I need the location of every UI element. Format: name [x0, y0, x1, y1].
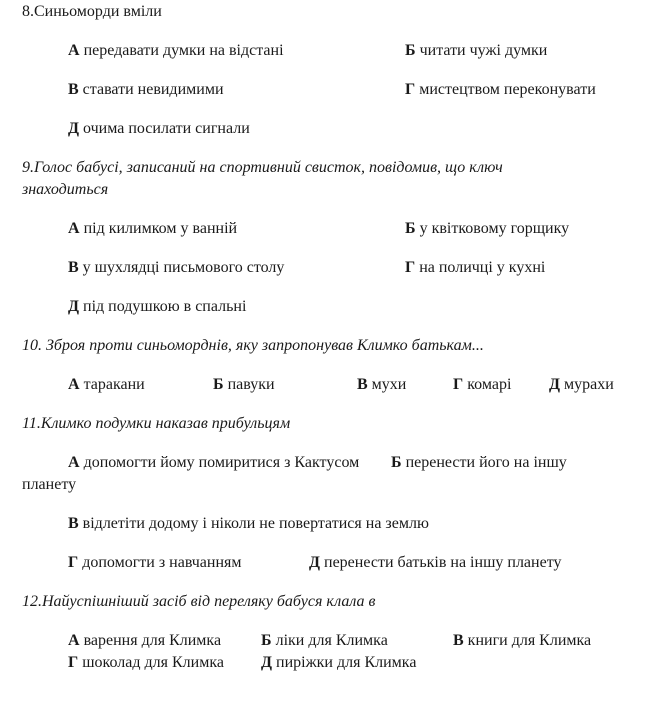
option-text: у шухлядці письмового столу: [78, 259, 285, 276]
option-letter: Д: [549, 376, 561, 393]
q12-option-a: [68, 631, 221, 651]
option-text: під килимком у ванній: [79, 220, 238, 237]
option-text: під подушкою в спальні: [79, 298, 247, 315]
q12-option-v: [453, 631, 591, 651]
option-text: допомогти з навчанням: [78, 554, 242, 571]
q12-option-g: [68, 653, 224, 673]
option-letter: Г: [453, 376, 464, 393]
option-text: у квітковому горщику: [415, 220, 570, 237]
option-letter: В: [68, 259, 79, 276]
option-letter: Д: [261, 654, 273, 671]
option-letter: В: [68, 515, 79, 532]
q11-option-b: [391, 453, 567, 473]
option-letter: А: [68, 454, 80, 471]
q11-option-d: [309, 553, 561, 573]
question-12: 12.Найуспішніший засіб від переляку бабуся клала в: [22, 593, 376, 610]
option-letter: В: [357, 376, 368, 393]
q10-option-b: [213, 375, 275, 395]
option-text: варення для Климка: [79, 632, 222, 649]
q10-option-d: [549, 375, 614, 395]
q11-option-a: [68, 453, 359, 473]
q10-option-v: [357, 375, 406, 395]
option-letter: Б: [405, 220, 416, 237]
option-letter: Г: [68, 654, 79, 671]
question-8: 8.Синьоморди вміли: [22, 3, 162, 20]
option-letter: Г: [68, 554, 79, 571]
option-letter: Б: [261, 632, 272, 649]
q8-option-g: [405, 80, 596, 100]
option-text: пиріжки для Климка: [272, 654, 417, 671]
option-letter: В: [453, 632, 464, 649]
option-letter: Д: [68, 298, 80, 315]
q9-option-g: [405, 258, 545, 278]
q9-option-v: [68, 258, 284, 278]
q11-option-b-continuation: планету: [22, 476, 77, 493]
question-9-line2: знаходиться: [22, 181, 109, 198]
option-letter: Д: [309, 554, 321, 571]
option-text: павуки: [223, 376, 275, 393]
q12-option-b: [261, 631, 388, 651]
q11-option-g: [68, 553, 242, 573]
option-text: очима посилати сигнали: [79, 120, 250, 137]
option-text: мухи: [367, 376, 407, 393]
option-text: передавати думки на відстані: [79, 42, 284, 59]
option-text: перенести його на іншу: [401, 454, 567, 471]
option-letter: Б: [405, 42, 416, 59]
q8-option-b: [405, 41, 547, 61]
option-letter: Г: [405, 81, 416, 98]
option-letter: А: [68, 220, 80, 237]
option-text: ставати невидимими: [78, 81, 224, 98]
option-text: книги для Климка: [463, 632, 592, 649]
q12-option-d: [261, 653, 416, 673]
option-text: мурахи: [560, 376, 614, 393]
option-text: комарі: [463, 376, 512, 393]
option-text: читати чужі думки: [415, 42, 548, 59]
q10-option-g: [453, 375, 511, 395]
q10-option-a: [68, 375, 145, 395]
question-11: 11.Климко подумки наказав прибульцям: [22, 415, 291, 432]
question-10: 10. Зброя проти синьоморднів, яку запропонував Климко батькам...: [22, 337, 484, 354]
option-text: мистецтвом переконувати: [415, 81, 596, 98]
q8-option-a: [68, 41, 284, 61]
q11-option-v: [68, 514, 429, 534]
option-letter: А: [68, 376, 80, 393]
option-text: відлетіти додому і ніколи не повертатися на землю: [78, 515, 429, 532]
option-text: ліки для Климка: [271, 632, 388, 649]
option-letter: Б: [391, 454, 402, 471]
q9-option-a: [68, 219, 237, 239]
option-text: допомогти йому помиритися з Кактусом: [79, 454, 360, 471]
option-text: перенести батьків на іншу планету: [320, 554, 562, 571]
option-text: шоколад для Климка: [78, 654, 224, 671]
option-letter: Д: [68, 120, 80, 137]
question-9-line1: 9.Голос бабусі, записаний на спортивний свисток, повідомив, що ключ: [22, 159, 503, 176]
option-letter: Б: [213, 376, 224, 393]
q9-option-b: [405, 219, 569, 239]
q8-option-v: [68, 80, 224, 100]
q8-option-d: [68, 119, 250, 139]
option-letter: В: [68, 81, 79, 98]
option-letter: А: [68, 632, 80, 649]
option-text: на поличці у кухні: [415, 259, 546, 276]
option-text: таракани: [79, 376, 145, 393]
q9-option-d: [68, 297, 246, 317]
option-letter: А: [68, 42, 80, 59]
option-letter: Г: [405, 259, 416, 276]
